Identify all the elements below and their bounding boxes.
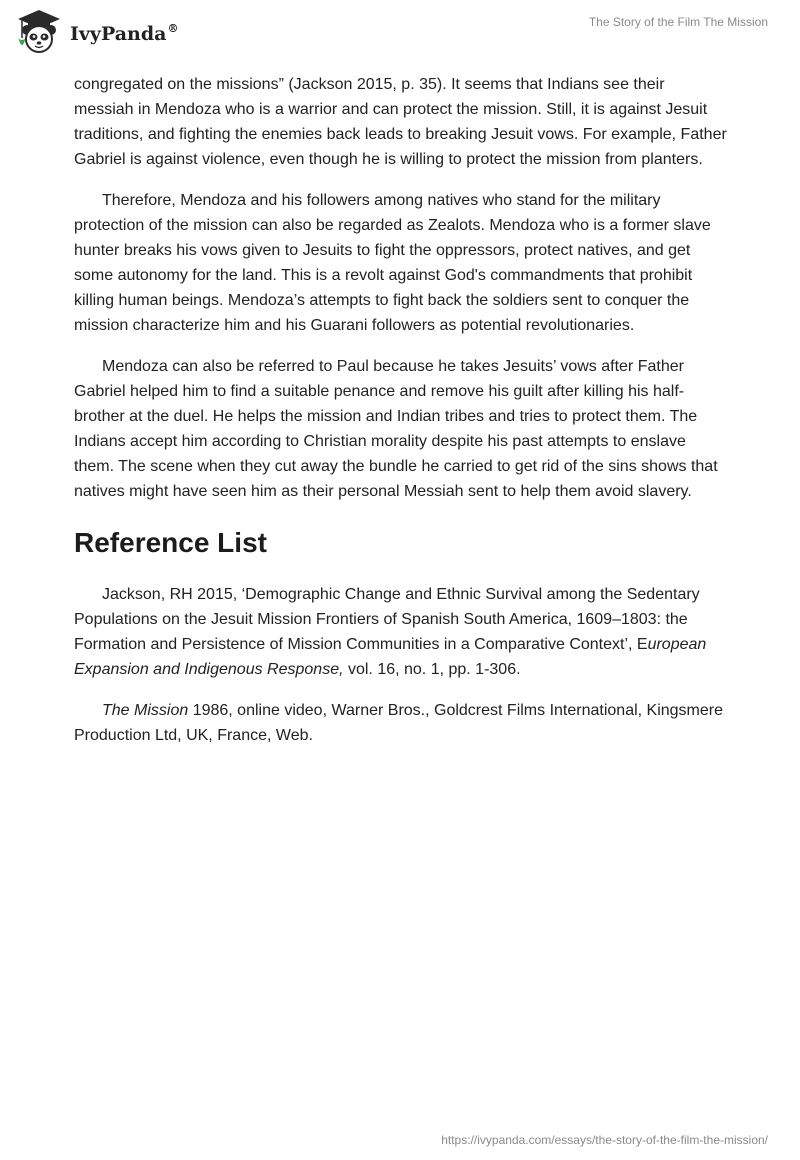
essay-content	[74, 72, 728, 764]
body-paragraph: congregated on the missions” (Jackson 2015, p. 35). It seems that Indians see their messiah in Mendoza who is a warrior and can protect the mission. Still, it is against Jesuit traditions, and fighting the enemies back leads to breaking Jesuit vows. For example, Father Gabriel is against violence, even though he is willing to protect the mission from planters.	[74, 76, 727, 168]
reference-text: vol. 16, no. 1, pp. 1-306.	[343, 661, 521, 678]
brand-name: IvyPanda®	[70, 21, 179, 45]
body-paragraph: Mendoza can also be referred to Paul because he takes Jesuits’ vows after Father Gabriel helped him to find a suitable penance and remove his guilt after killing his half-brother at the duel. He helps the mission and Indian tribes and tries to protect them. The Indians accept him according to Christian morality despite his past attempts to enslave them. The scene when they cut away the bundle he carried to get rid of the sins shows that natives might have seen him as their personal Messiah sent to help them avoid slavery.	[74, 358, 718, 500]
document-title: The Story of the Film The Mission	[588, 15, 768, 29]
reference-text: Jackson, RH 2015, ‘Demographic Change and Ethnic Survival among the Sedentary Populations on the Jesuit Mission Frontiers of Spanish South America, 1609–1803: the Formation and Persistence of Mission Communities in a Comparative Context’, E	[74, 586, 700, 653]
reference-list-heading: Reference List	[74, 527, 267, 558]
body-paragraph: Therefore, Mendoza and his followers among natives who stand for the military protection of the mission can also be regarded as Zealots. Mendoza who is a former slave hunter breaks his vows given to Jesuits to fight the oppressors, protect natives, and get some autonomy for the land. This is a revolt against God's commandments that prohibit killing human beings. Mendoza’s attempts to fight back the soldiers sent to conquer the mission characterize him and his Guarani followers as potential revolutionaries.	[74, 192, 711, 334]
reference-text: 1986, online video, Warner Bros., Goldcrest Films International, Kingsmere Production Ltd, UK, France, Web.	[74, 702, 724, 744]
panda-graduate-icon	[14, 8, 64, 56]
page-header	[0, 0, 800, 64]
reference-source-title: The Mission	[102, 702, 189, 719]
reference-source-title: uropean Expansion and Indigenous Response,	[74, 636, 707, 678]
reference-item	[74, 582, 728, 682]
source-url[interactable]: https://ivypanda.com/essays/the-story-of-the-film-the-mission/	[441, 1133, 768, 1147]
ivypanda-logo[interactable]	[14, 8, 178, 56]
reference-item	[74, 698, 728, 748]
registered-mark: ®	[167, 21, 179, 35]
